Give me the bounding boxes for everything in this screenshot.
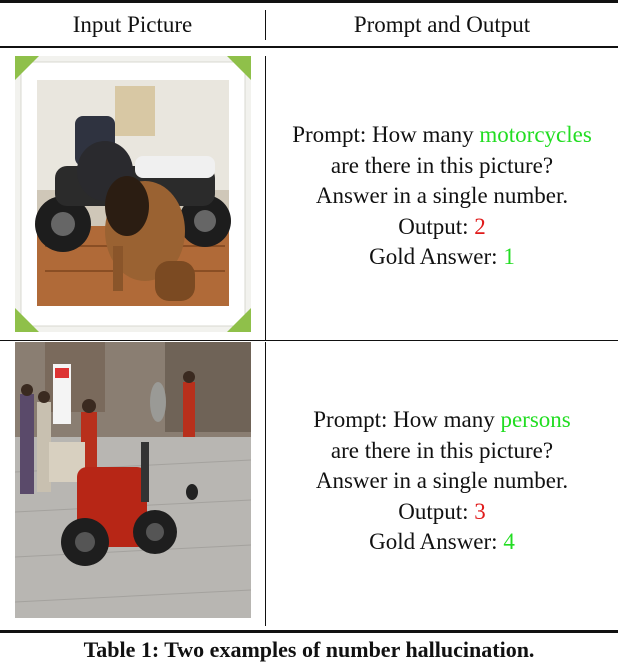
row1-prompt-output bbox=[266, 120, 618, 273]
row1-output-value: 2 bbox=[474, 213, 486, 239]
row1-gold-line bbox=[266, 242, 618, 273]
row1-object: motorcycles bbox=[479, 122, 592, 147]
row1-prompt-line3: Answer in a single number. bbox=[315, 183, 569, 208]
row1-prompt-line2: are there in this picture? bbox=[330, 152, 554, 178]
row1-prompt-prefix: Prompt: How many bbox=[292, 122, 474, 147]
row1-gold-value: 1 bbox=[503, 244, 515, 269]
row2-output-line bbox=[266, 497, 618, 528]
header-rule bbox=[0, 46, 618, 48]
table-bottom-rule bbox=[0, 630, 618, 633]
row1-input-picture bbox=[15, 56, 251, 332]
row2-output-label: Output: bbox=[398, 498, 469, 524]
row1-output-line bbox=[266, 212, 618, 243]
header-input-picture: Input Picture bbox=[72, 12, 193, 37]
header-prompt-output: Prompt and Output bbox=[353, 12, 531, 37]
table-caption: Table 1: Two examples of number hallucination. bbox=[83, 637, 535, 662]
row2-gold-label: Gold Answer: bbox=[369, 529, 498, 554]
row1-gold-label: Gold Answer: bbox=[369, 244, 498, 269]
row2-input-picture bbox=[15, 342, 251, 618]
row2-prompt-line1 bbox=[266, 405, 618, 436]
row2-prompt-line2: are there in this picture? bbox=[330, 437, 554, 463]
row2-output-value: 3 bbox=[474, 498, 486, 524]
row2-prompt-prefix: Prompt: How many bbox=[313, 407, 495, 432]
table-top-rule bbox=[0, 0, 618, 3]
row-separator bbox=[0, 340, 618, 341]
row2-gold-value: 4 bbox=[503, 529, 515, 554]
row2-object: persons bbox=[500, 407, 571, 432]
row2-prompt-line3: Answer in a single number. bbox=[315, 468, 569, 493]
row2-prompt-output bbox=[266, 405, 618, 558]
row2-gold-line bbox=[266, 527, 618, 558]
row1-output-label: Output: bbox=[398, 213, 469, 239]
row1-prompt-line1 bbox=[266, 120, 618, 151]
